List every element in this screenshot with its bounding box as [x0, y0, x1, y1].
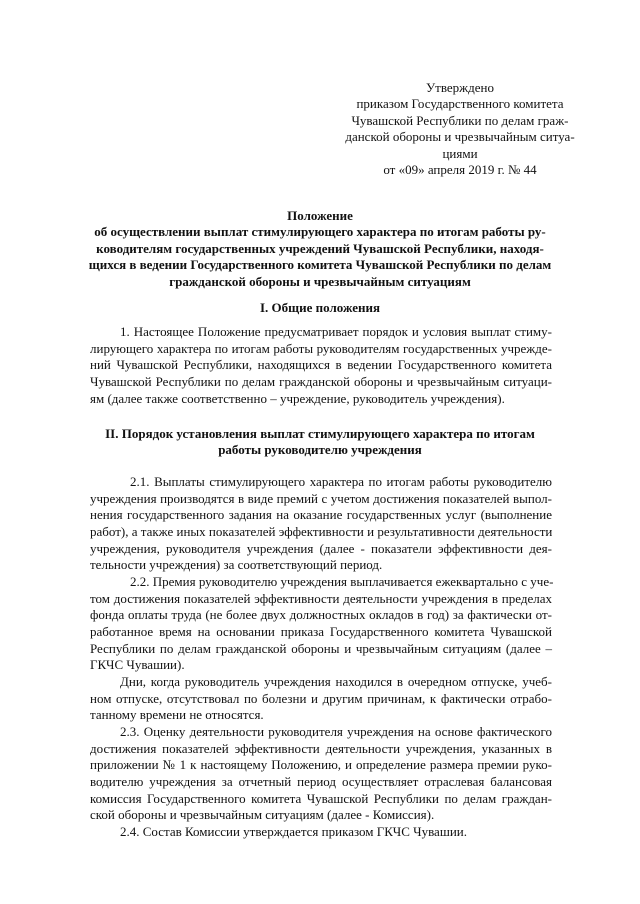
paragraph-line: 2.1. Выплаты стимулирующего характера по итогам работы руководителю: [130, 474, 552, 489]
paragraph-line: том достижения показателей эффективности деятельности учреждения в пределах: [90, 590, 552, 606]
paragraph-2-2: [90, 574, 552, 674]
section-2-heading: [80, 426, 560, 459]
paragraph-line: достижения показателей эффективности деятельности учреждения, указанных в: [90, 740, 552, 756]
title-line: ководителям государственных учреждений Чувашской Республики, находя-: [96, 240, 544, 256]
paragraph-2-1: [90, 474, 552, 574]
approval-stamp-block: [340, 80, 580, 178]
paragraph-line: ГКЧС Чувашии).: [90, 657, 185, 673]
title-line: Положение: [287, 208, 353, 223]
paragraph-line: фонда оплаты труда (не более двух должностных окладов в год) за фактически от-: [90, 607, 552, 623]
paragraph-2-3: [90, 724, 552, 824]
paragraph-line: водителю учреждения за отчетный период осуществляет отраслевая балансовая: [90, 774, 552, 790]
document-title: [80, 208, 560, 290]
paragraph-line: Республики по делам гражданской обороны и чрезвычайным ситуациям (далее –: [90, 640, 552, 656]
paragraph-line: 2.4. Состав Комиссии утверждается приказом ГКЧС Чувашии.: [120, 824, 468, 839]
section-heading-line: работы руководителю учреждения: [218, 442, 422, 458]
title-line: щихся в ведении Государственного комитета Чувашской Республики по делам: [88, 257, 552, 273]
paragraph-line: учреждения производятся в виде премий с учетом достижения показателей выпол-: [90, 490, 552, 506]
approval-line: от «09» апреля 2019 г. № 44: [383, 162, 537, 178]
paragraph-line: работанное время на основании приказа Государственного комитета Чувашской: [90, 624, 552, 640]
approval-line: Чувашской Республики по делам граж-: [351, 112, 569, 128]
title-line: гражданской обороны и чрезвычайным ситуациям: [169, 273, 471, 289]
approval-line: Утверждено: [425, 80, 495, 95]
paragraph-line: Чувашской Республики по делам гражданской обороны и чрезвычайным ситуаци-: [90, 374, 552, 390]
paragraph-line: танному времени не относятся.: [90, 707, 264, 723]
paragraph-line: Дни, когда руководитель учреждения находился в очередном отпуске, учеб-: [120, 674, 552, 689]
paragraph-line: учреждения, руководителя учреждения (далее - показатели эффективности дея-: [90, 540, 552, 556]
paragraph-line: нения государственного задания на оказание государственных услуг (выполнение: [90, 507, 552, 523]
paragraph-line: ям (далее также соответственно – учреждение, руководитель учреждения).: [90, 390, 505, 406]
approval-line: приказом Государственного комитета: [356, 96, 564, 112]
section-heading-line: I. Общие положения: [260, 300, 380, 315]
paragraph-line: приложении № 1 к настоящему Положению, и определение размера премии руко-: [90, 757, 552, 773]
approval-line: данской обороны и чрезвычайным ситуа-: [345, 129, 575, 145]
paragraph-line: лирующего характера по итогам работы руководителям государственных учрежде-: [90, 340, 552, 356]
paragraph-2-4: [90, 824, 552, 841]
paragraph-line: 2.3. Оценку деятельности руководителя учреждения на основе фактического: [120, 724, 552, 739]
paragraph-line: ний Чувашской Республики, находящихся в ведении Государственного комитета: [90, 357, 552, 373]
section-1-heading: [80, 300, 560, 316]
paragraph-line: 2.2. Премия руководителю учреждения выплачивается ежеквартально с уче-: [130, 574, 554, 589]
paragraph-line: тельности учреждения) за соответствующий период.: [90, 557, 383, 573]
paragraph-2-2-b: [90, 674, 552, 724]
paragraph-line: комиссия Государственного комитета Чувашской Республики по делам граждан-: [90, 790, 552, 806]
paragraph-1: [90, 324, 552, 407]
title-line: об осуществлении выплат стимулирующего характера по итогам работы ру-: [94, 224, 546, 240]
paragraph-line: ном отпуске, отсутствовал по болезни и другим причинам, к фактически отрабо-: [90, 690, 552, 706]
approval-line: циями: [442, 145, 478, 161]
paragraph-line: работ), а также иных показателей эффективности и результативности деятельности: [90, 524, 553, 540]
section-heading-line: II. Порядок установления выплат стимулирующего характера по итогам: [105, 426, 535, 441]
paragraph-line: ской обороны и чрезвычайным ситуациям (далее - Комиссия).: [90, 807, 435, 823]
paragraph-line: 1. Настоящее Положение предусматривает порядок и условия выплат стиму-: [120, 324, 552, 339]
